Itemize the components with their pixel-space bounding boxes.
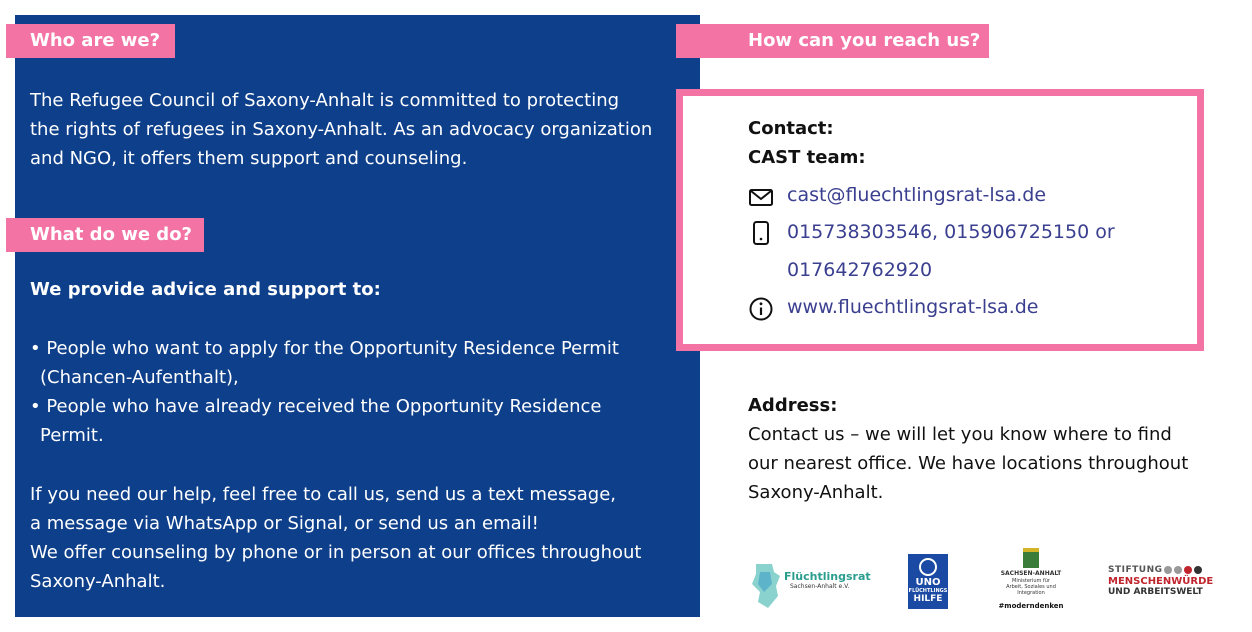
reach-heading: How can you reach us? — [676, 24, 989, 58]
stiftung-line1-row — [1108, 565, 1208, 576]
stiftung-line1: STIFTUNG — [1108, 565, 1163, 575]
dot-icon — [1194, 566, 1202, 574]
phone-icon — [748, 220, 774, 246]
address-line: our nearest office. We have locations throughout — [748, 453, 1189, 474]
who-line: the rights of refugees in Saxony-Anhalt. As an advocacy organization — [30, 119, 653, 140]
contact-label: Contact: — [748, 118, 834, 139]
coat-of-arms-icon — [1023, 548, 1039, 568]
stiftung-line3: UND ARBEITSWELT — [1108, 587, 1203, 597]
stiftung-line2: MENSCHENWÜRDE — [1108, 576, 1214, 587]
dot-icon — [1184, 566, 1192, 574]
email-link[interactable]: cast@fluechtlingsrat-lsa.de — [787, 184, 1047, 206]
what-bullet-list — [30, 334, 680, 450]
bullet-item: • People who want to apply for the Opportunity Residence Permit — [30, 338, 619, 359]
bullet-item-continued: Permit. — [40, 425, 104, 446]
mail-icon — [748, 184, 774, 210]
globe-icon — [919, 558, 937, 576]
who-line: The Refugee Council of Saxony-Anhalt is committed to protecting — [30, 90, 620, 111]
uno-fluechtlingshilfe-logo — [908, 554, 948, 609]
what-heading: What do we do? — [6, 218, 204, 252]
what-intro: We provide advice and support to: — [30, 279, 381, 300]
website-link[interactable]: www.fluechtlingsrat-lsa.de — [787, 296, 1039, 318]
help-line: We offer counseling by phone or in person at our offices throughout — [30, 542, 642, 563]
address-line: Saxony-Anhalt. — [748, 482, 884, 503]
fluechtlingsrat-name: Flüchtlingsrat — [784, 570, 871, 583]
who-line: and NGO, it offers them support and counseling. — [30, 148, 468, 169]
address-label: Address: — [748, 395, 838, 416]
help-paragraph — [30, 480, 690, 596]
team-label: CAST team: — [748, 147, 866, 168]
help-line: a message via WhatsApp or Signal, or send us an email! — [30, 513, 539, 534]
help-line: Saxony-Anhalt. — [30, 571, 166, 592]
sa-tag: #moderndenken — [998, 602, 1064, 610]
help-line: If you need our help, feel free to call us, send us a text message, — [30, 484, 616, 505]
fluechtlingsrat-mark-icon — [750, 562, 782, 610]
sa-sub1: Ministerium für — [1012, 578, 1050, 584]
sa-sub3: Integration — [1017, 590, 1045, 596]
stiftung-logo — [1108, 565, 1214, 605]
who-description — [30, 86, 680, 173]
uno-line1: UNO — [915, 577, 941, 588]
phone-numbers-continued[interactable]: 017642762920 — [787, 259, 933, 281]
dot-icon — [1164, 566, 1172, 574]
fluechtlingsrat-logo — [750, 560, 871, 610]
address-text — [748, 420, 1218, 507]
who-heading: Who are we? — [6, 24, 175, 58]
phone-numbers[interactable]: 015738303546, 015906725150 or — [787, 221, 1115, 243]
sa-sub2: Arbeit, Soziales und — [1006, 584, 1056, 590]
sa-title: SACHSEN-ANHALT — [1000, 570, 1062, 577]
bullet-item: • People who have already received the Opportunity Residence — [30, 396, 602, 417]
bullet-item-continued: (Chancen-Aufenthalt), — [40, 367, 239, 388]
fluechtlingsrat-sub: Sachsen-Anhalt e.V. — [790, 583, 850, 590]
info-icon — [748, 296, 774, 322]
uno-line3: HILFE — [913, 594, 943, 604]
dot-icon — [1174, 566, 1182, 574]
sachsen-anhalt-logo — [995, 548, 1067, 612]
uno-line2: FLÜCHTLINGS — [908, 588, 948, 594]
address-line: Contact us – we will let you know where to find — [748, 424, 1172, 445]
